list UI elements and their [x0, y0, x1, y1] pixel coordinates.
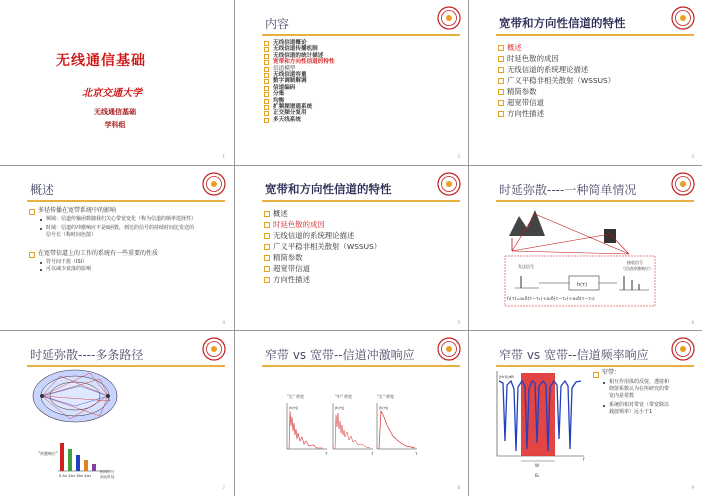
bandwidth-w-label: W — [535, 463, 539, 468]
bullet-wideband-properties: 在宽带信道上的工作的系统有一些重要的性质 — [38, 250, 159, 257]
outline-item: 广义平稳非相关散射（WSSUS） — [507, 76, 616, 85]
outline-item: 广义平稳非相关散射（WSSUS） — [273, 242, 382, 251]
slide-title: 窄带 vs 宽带--信道频率响应 — [499, 348, 649, 362]
page-number: 2 — [457, 154, 460, 159]
slide-title: 宽带和方向性信道的特性 — [499, 16, 626, 30]
plot-2-label: "中" 带宽 — [335, 394, 352, 399]
outline-item: 无线信道概论 — [273, 40, 335, 46]
plot-3-axis: |h(τ)| — [379, 406, 389, 410]
outline-item: 无线信道的系统理论描述 — [273, 230, 381, 241]
slide-title: 时延弥散----一种简单情况 — [499, 183, 637, 197]
outline-item: 超宽带信道 — [273, 263, 381, 274]
narrowband-notes — [602, 369, 620, 377]
title-subtitle — [80, 106, 150, 132]
university-seal-icon — [437, 6, 461, 30]
outline-item: 宽带和方向性信道的特性 — [273, 59, 335, 66]
page-number: 1 — [222, 154, 225, 159]
outline-item: 概述 — [273, 208, 381, 219]
university-seal-icon — [437, 172, 461, 196]
page-number: 4 — [222, 320, 225, 325]
rx-signal-label: 接收信号 — [627, 260, 643, 265]
outline-item: 概述 — [507, 42, 615, 53]
university-seal-icon — [671, 6, 695, 30]
contents-list — [273, 40, 335, 123]
outline-item: 时延色散的成因 — [273, 219, 381, 230]
outline-item: 精简参数 — [273, 252, 381, 263]
slide-5[interactable] — [235, 166, 468, 331]
slide-title: 窄带 vs 宽带--信道冲激响应 — [265, 348, 415, 362]
delay-axis-label-1: 相对信号 — [100, 470, 115, 474]
main-title: 无线通信基础 — [56, 53, 146, 69]
slide-title: 概述 — [30, 183, 55, 197]
page-number: 6 — [691, 320, 694, 325]
outline-item: 均衡 — [273, 98, 335, 104]
page-number: 3 — [691, 154, 694, 159]
impulse-bar — [60, 443, 64, 471]
outline-item: 超宽带信道 — [507, 97, 615, 108]
sub-bullet-relative-bandwidth: 系统的相对带宽（带宽除以载波频率）远小于1 — [609, 402, 670, 415]
delay-spread-diagram — [469, 166, 702, 331]
narrowband-sublist — [609, 379, 671, 416]
outline-item: 信道编码 — [273, 85, 335, 91]
outline-item: 正交频分复用 — [273, 110, 335, 116]
bullet-multipath: 多径传播在宽带系统中的影响 — [38, 207, 117, 214]
outline-list — [507, 42, 615, 119]
impulse-bar — [84, 460, 88, 471]
page-number: 7 — [222, 485, 225, 490]
freq-axis-label: |H(f)|dB — [499, 374, 514, 379]
outline-item: 扩频频谱通系统 — [273, 104, 335, 110]
outline-item: 多天线系统 — [273, 117, 335, 123]
outline-item: 数字调制解调 — [273, 78, 335, 84]
delay-ticks: 0 Δτ 2Δτ 3Δτ 4Δτ — [59, 474, 92, 478]
impulse-response-plots — [235, 331, 468, 496]
slide-title: 宽带和方向性信道的特性 — [265, 182, 392, 196]
page-number: 5 — [457, 320, 460, 325]
impulse-curve-3 — [379, 411, 415, 449]
impulse-bar — [76, 455, 80, 471]
page-number: 8 — [457, 485, 460, 490]
outline-item: 信道模型 — [273, 66, 335, 72]
sub-bullet-constant-coefficients: 相互作用体的反射，透射和绕射系数认为在所研究的带宽内是常数 — [609, 379, 670, 399]
impulse-bar — [92, 464, 96, 471]
title-underline — [496, 34, 694, 36]
bullet-narrowband: 窄带： — [602, 369, 621, 376]
freq-f-label: f — [583, 457, 585, 462]
title-underline — [27, 200, 225, 202]
outline-item: 无线信道的统计描述 — [273, 53, 335, 59]
building-scatterer — [604, 229, 616, 243]
plot-2-axis: |h(τ)| — [335, 406, 345, 410]
impulse-bar — [68, 449, 72, 471]
outline-item: 无线信道传播机制 — [273, 46, 335, 52]
sub-bullet-time: 时域：信道的冲激响应不是δ函数，到达的信号的持续时间比发送的信号长（称时间色散） — [46, 225, 195, 238]
title-underline — [262, 34, 460, 36]
impulse-label: "冲激响应" — [38, 451, 58, 456]
page-number: 9 — [691, 485, 694, 490]
outline-list — [273, 208, 381, 285]
slide-6[interactable] — [469, 166, 702, 331]
sub-bullet-isi: 符号间干扰（ISI） — [46, 259, 91, 266]
slide-3[interactable] — [469, 0, 702, 165]
outline-item: 方向性描述 — [507, 108, 615, 119]
slide-8[interactable] — [235, 331, 468, 496]
outline-item: 时延色散的成因 — [507, 53, 615, 64]
channel-box-label: h(τ) — [577, 282, 588, 288]
tx-signal-label: 发送信号 — [518, 264, 534, 269]
overview-sublist-2 — [46, 259, 91, 273]
university-calligraphy: 北京交通大学 — [82, 88, 142, 99]
outline-item: 方向性描述 — [273, 274, 381, 285]
slide-2[interactable] — [235, 0, 468, 165]
subtitle-line-1: 无线通信基础 — [94, 108, 136, 116]
impulse-curve-1 — [289, 411, 323, 449]
slide-1[interactable] — [0, 0, 233, 165]
plot-1-t: τ — [325, 451, 328, 456]
university-seal-icon — [202, 172, 226, 196]
overview-list — [38, 206, 116, 215]
overview-sublist-1 — [46, 216, 196, 239]
plot-3-label: "长" 带宽 — [377, 394, 394, 399]
plot-1-axis: |h(τ)| — [289, 406, 299, 410]
mountain-scatterer — [509, 210, 545, 236]
rx-signal-sublabel: （信道冲激响应） — [621, 266, 653, 271]
impulse-curve-2 — [335, 413, 370, 449]
sub-bullet-fading: 可以减少衰落的影响 — [46, 266, 92, 272]
subtitle-line-2: 学科组 — [104, 121, 126, 129]
sub-bullet-frequency: 频域：信道传输函数随我们关心带宽变化（称为信道的频率选择性） — [46, 216, 197, 222]
overview-list-2 — [38, 249, 158, 258]
plot-1-label: "长" 带宽 — [287, 394, 304, 399]
delay-axis-label-2: 到达时延 — [100, 475, 115, 479]
slide-title: 内容 — [265, 17, 290, 31]
slide-7[interactable] — [0, 331, 233, 496]
multipath-diagram — [0, 331, 233, 496]
slide-9[interactable] — [469, 331, 702, 496]
title-underline — [262, 200, 460, 202]
impulse-formula: h(τ)=a₁δ(τ−τ₁)+a₂δ(τ−τ₂)+a₃δ(τ−τ₃) — [507, 297, 595, 302]
plot-2-t: τ — [371, 451, 374, 456]
outline-item: 无线信道容量 — [273, 72, 335, 78]
outline-item: 精简参数 — [507, 86, 615, 97]
plot-3-t: τ — [415, 451, 418, 456]
coherence-b-label: B₁ — [535, 473, 540, 478]
slide-4[interactable] — [0, 166, 233, 331]
outline-item: 分集 — [273, 91, 335, 97]
slide-title: 时延弥散----多条路径 — [30, 348, 144, 362]
outline-item: 无线信道的系统理论描述 — [507, 64, 615, 75]
